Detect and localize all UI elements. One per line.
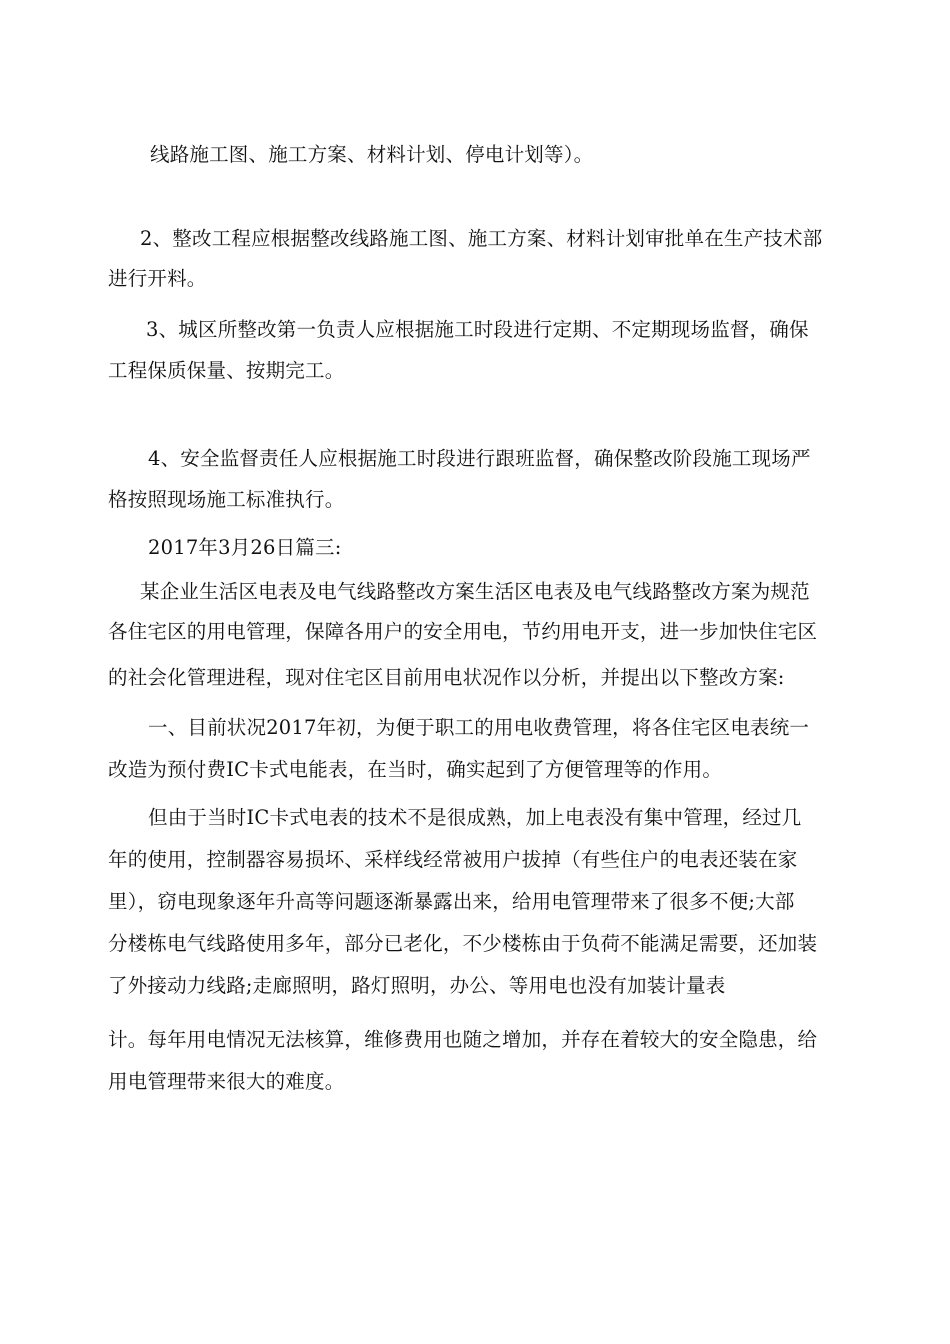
text-line: 计。每年用电情况无法核算，维修费用也随之增加，并存在着较大的安全隐患，给	[108, 1028, 818, 1051]
text-line: 里），窃电现象逐年升高等问题逐渐暴露出来，给用电管理带来了很多不便;大部	[108, 890, 795, 913]
text-line: 进行开料。	[108, 267, 207, 290]
text-line: 线路施工图、施工方案、材料计划、停电计划等）。	[150, 143, 594, 166]
text-line: 4、安全监督责任人应根据施工时段进行跟班监督，确保整改阶段施工现场严	[148, 447, 811, 470]
text-line: 2、整改工程应根据整改线路施工图、施工方案、材料计划审批单在生产技术部	[140, 227, 823, 250]
text-line: 某企业生活区电表及电气线路整改方案生活区电表及电气线路整改方案为规范	[140, 580, 810, 603]
text-line: 一、目前状况2017年初，为便于职工的用电收费管理，将各住宅区电表统一	[148, 716, 810, 739]
text-line: 但由于当时IC卡式电表的技术不是很成熟，加上电表没有集中管理，经过几	[148, 806, 802, 829]
text-line: 了外接动力线路;走廊照明，路灯照明，办公、等用电也没有加装计量表	[108, 974, 726, 997]
text-line: 格按照现场施工标准执行。	[108, 488, 345, 511]
text-line: 年的使用，控制器容易损坏、采样线经常被用户拔掉（有些住户的电表还装在家	[108, 848, 798, 871]
text-line: 的社会化管理进程，现对住宅区目前用电状况作以分析，并提出以下整改方案:	[108, 666, 785, 689]
text-line: 3、城区所整改第一负责人应根据施工时段进行定期、不定期现场监督，确保	[146, 318, 809, 341]
text-line: 2017年3月26日篇三:	[148, 536, 342, 559]
text-line: 分楼栋电气线路使用多年，部分已老化，不少楼栋由于负荷不能满足需要，还加装	[108, 932, 818, 955]
text-line: 改造为预付费IC卡式电能表，在当时，确实起到了方便管理等的作用。	[108, 758, 723, 781]
text-line: 各住宅区的用电管理，保障各用户的安全用电，节约用电开支，进一步加快住宅区	[108, 620, 818, 643]
text-line: 工程保质保量、按期完工。	[108, 359, 345, 382]
text-line: 用电管理带来很大的难度。	[108, 1070, 345, 1093]
